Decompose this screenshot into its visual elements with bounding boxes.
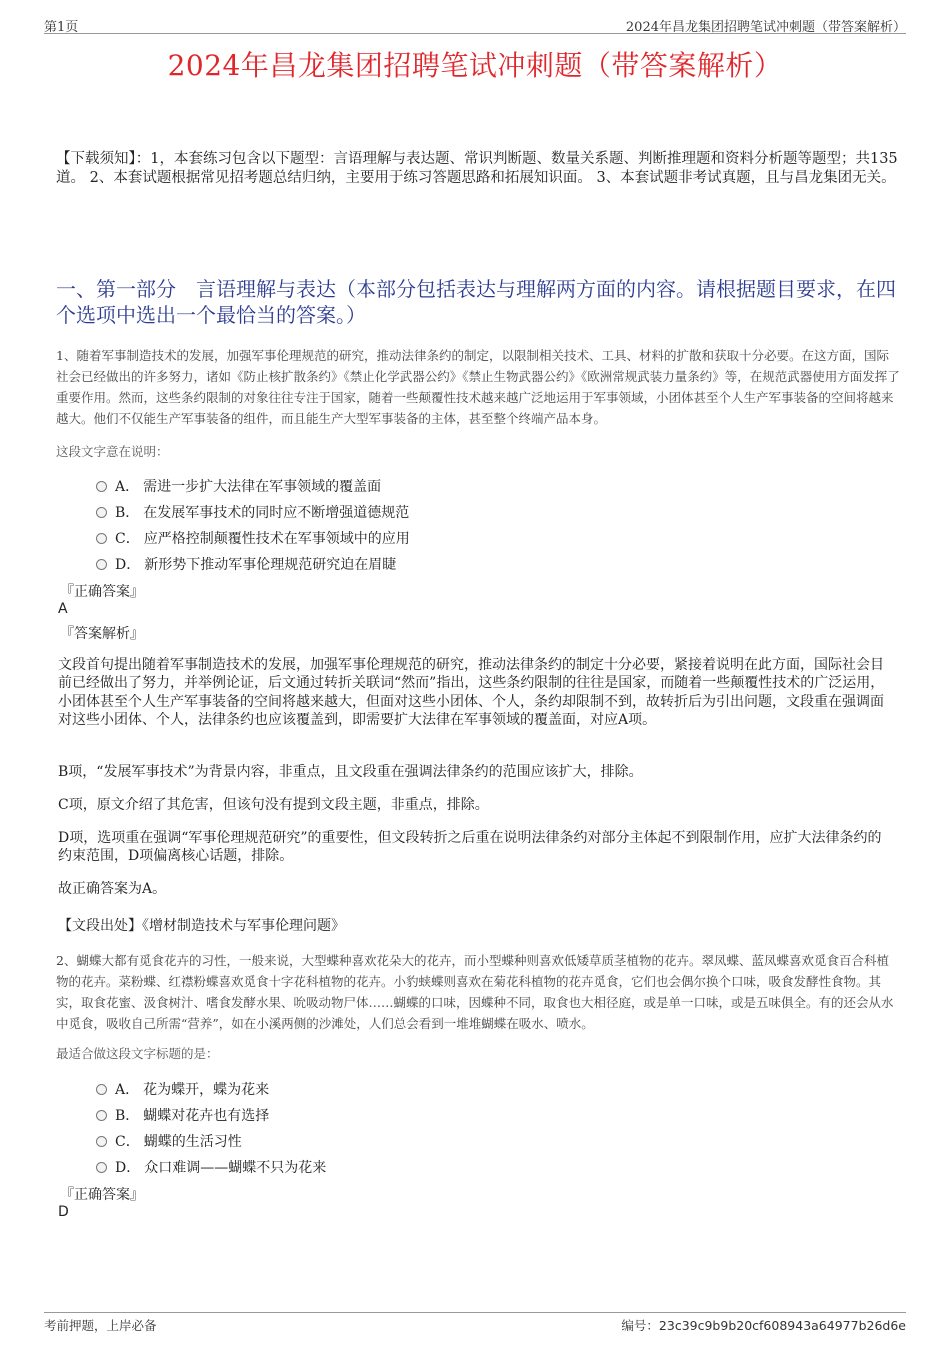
question-1-stem: 1、随着军事制造技术的发展，加强军事伦理规范的研究，推动法律条约的制定，以限制相关技术、工具、材料的扩散和获取十分必要。在这方面，国际社会已经做出的许多努力，诸如《防止核扩散条约》《禁止化学武器公约》《禁止生物武器公约》《欧洲常规武装力量条约》等，在规范武器使用方面发挥了重要作用。然而，这些条约限制的对象往往专注于国家，随着一些颠覆性技术越来越广泛地运用于军事领域，小团体甚至个人生产军事装备的空间将越来越大。他们不仅能生产军事装备的组件，而且能生产大型军事装备的主体，甚至整个终端产品本身。 (56, 348, 900, 426)
option-b[interactable]: B． 在发展军事技术的同时应不断增强道德规范 (96, 499, 696, 525)
answer-value: A (58, 601, 68, 617)
radio-icon[interactable] (96, 481, 107, 492)
footer-serial: 编号：23c39c9b9b20cf608943a64977b26d6e (621, 1318, 906, 1333)
serial-code: 23c39c9b9b20cf608943a64977b26d6e (658, 1318, 906, 1333)
analysis-label: 『答案解析』 (60, 626, 144, 642)
analysis-paragraph: 故正确答案为A。 (58, 881, 167, 897)
option-a[interactable]: A． 花为蝶开，蝶为花来 (96, 1076, 696, 1102)
answer-value: D (58, 1204, 69, 1220)
question-1-options (96, 473, 696, 577)
radio-icon[interactable] (96, 1084, 107, 1095)
option-text: 蝴蝶的生活习性 (143, 1134, 242, 1150)
option-d[interactable]: D． 新形势下推动军事伦理规范研究迫在眉睫 (96, 551, 696, 577)
option-text: 蝴蝶对花卉也有选择 (143, 1108, 270, 1124)
option-d[interactable]: D． 众口难调——蝴蝶不只为花来 (96, 1154, 696, 1180)
answer-label: 『正确答案』 (60, 584, 144, 600)
option-text: 需进一步扩大法律在军事领域的覆盖面 (143, 479, 382, 495)
question-1-prompt: 这段文字意在说明： (56, 444, 169, 459)
option-text: 新形势下推动军事伦理规范研究迫在眉睫 (144, 557, 397, 573)
header-doc-title: 2024年昌龙集团招聘笔试冲刺题（带答案解析） (625, 20, 906, 35)
page-number: 第1页 (44, 20, 79, 35)
question-2-stem: 2、蝴蝶大都有觅食花卉的习性，一般来说，大型蝶种喜欢花朵大的花卉，而小型蝶种则喜欢低矮草质茎植物的花卉。翠凤蝶、蓝凤蝶喜欢觅食百合科植物的花卉。菜粉蝶、红襟粉蝶喜欢觅食十字花科植物的花卉。小豹蛱蝶则喜欢在菊花科植物的花卉觅食，它们也会偶尔换个口味，吸食发酵性食物。其实，取食花蜜、汲食树汁、嗜食发酵水果、吮吸动物尸体……蝴蝶的口味，因蝶种不同，取食也大相径庭，或是单一口味，或是五味俱全。有的还会从水中觅食，吸收自己所需“营养”，如在小溪两侧的沙滩处，人们总会看到一堆堆蝴蝶在吸水、喷水。 (56, 953, 894, 1031)
analysis-paragraph: B项，“发展军事技术”为背景内容，非重点，且文段重在强调法律条约的范围应该扩大，排除。 (58, 764, 643, 780)
option-text: 在发展军事技术的同时应不断增强道德规范 (143, 505, 410, 521)
download-notice: 【下载须知】：1，本套练习包含以下题型：言语理解与表达题、常识判断题、数量关系题、判断推理题和资料分析题等题型；共135道。 2、本套试题根据常见招考题总结归纳，主要用于练习答题思路和拓展知识面。 3、本套试题非考试真题，且与昌龙集团无关。 (56, 151, 898, 186)
radio-icon[interactable] (96, 533, 107, 544)
option-a[interactable]: A． 需进一步扩大法律在军事领域的覆盖面 (96, 473, 696, 499)
text-source: 【文段出处】《增材制造技术与军事伦理问题》 (58, 918, 345, 934)
radio-icon[interactable] (96, 559, 107, 570)
radio-icon[interactable] (96, 507, 107, 518)
footer-slogan: 考前押题，上岸必备 (44, 1318, 157, 1333)
option-text: 众口难调——蝴蝶不只为花来 (144, 1160, 327, 1176)
option-c[interactable]: C． 应严格控制颠覆性技术在军事领域中的应用 (96, 525, 696, 551)
option-b[interactable]: B． 蝴蝶对花卉也有选择 (96, 1102, 696, 1128)
radio-icon[interactable] (96, 1136, 107, 1147)
radio-icon[interactable] (96, 1110, 107, 1121)
answer-label: 『正确答案』 (60, 1187, 144, 1203)
document-title: 2024年昌龙集团招聘笔试冲刺题（带答案解析） (167, 49, 783, 82)
page-header (44, 14, 906, 34)
section-heading: 一、第一部分 言语理解与表达（本部分包括表达与理解两方面的内容。请根据题目要求，在四个选项中选出一个最恰当的答案。） (56, 277, 896, 327)
option-text: 花为蝶开，蝶为花来 (143, 1082, 270, 1098)
analysis-paragraph: C项，原文介绍了其危害，但该句没有提到文段主题，非重点，排除。 (58, 797, 489, 813)
question-2-prompt: 最适合做这段文字标题的是： (56, 1046, 219, 1061)
option-text: 应严格控制颠覆性技术在军事领域中的应用 (143, 531, 410, 547)
question-2-options (96, 1076, 696, 1180)
option-c[interactable]: C． 蝴蝶的生活习性 (96, 1128, 696, 1154)
analysis-paragraph: 文段首句提出随着军事制造技术的发展，加强军事伦理规范的研究，推动法律条约的制定十分必要，紧接着说明在此方面，国际社会目前已经做出了努力，并举例论证，后文通过转折关联词“然而”指出，这些条约限制的往往是国家，而随着一些颠覆性技术的广泛运用，小团体甚至个人生产军事装备的空间将越来越大，但面对这些小团体、个人，条约却限制不到，故转折后为引出问题，文段重在强调面对这些小团体、个人，法律条约也应该覆盖到，即需要扩大法律在军事领域的覆盖面，对应A项。 (58, 657, 885, 729)
radio-icon[interactable] (96, 1162, 107, 1173)
analysis-paragraph: D项，选项重在强调“军事伦理规范研究”的重要性，但文段转折之后重在说明法律条约对部分主体起不到限制作用，应扩大法律条约的约束范围，D项偏离核心话题，排除。 (58, 830, 882, 865)
page-footer (44, 1312, 906, 1334)
